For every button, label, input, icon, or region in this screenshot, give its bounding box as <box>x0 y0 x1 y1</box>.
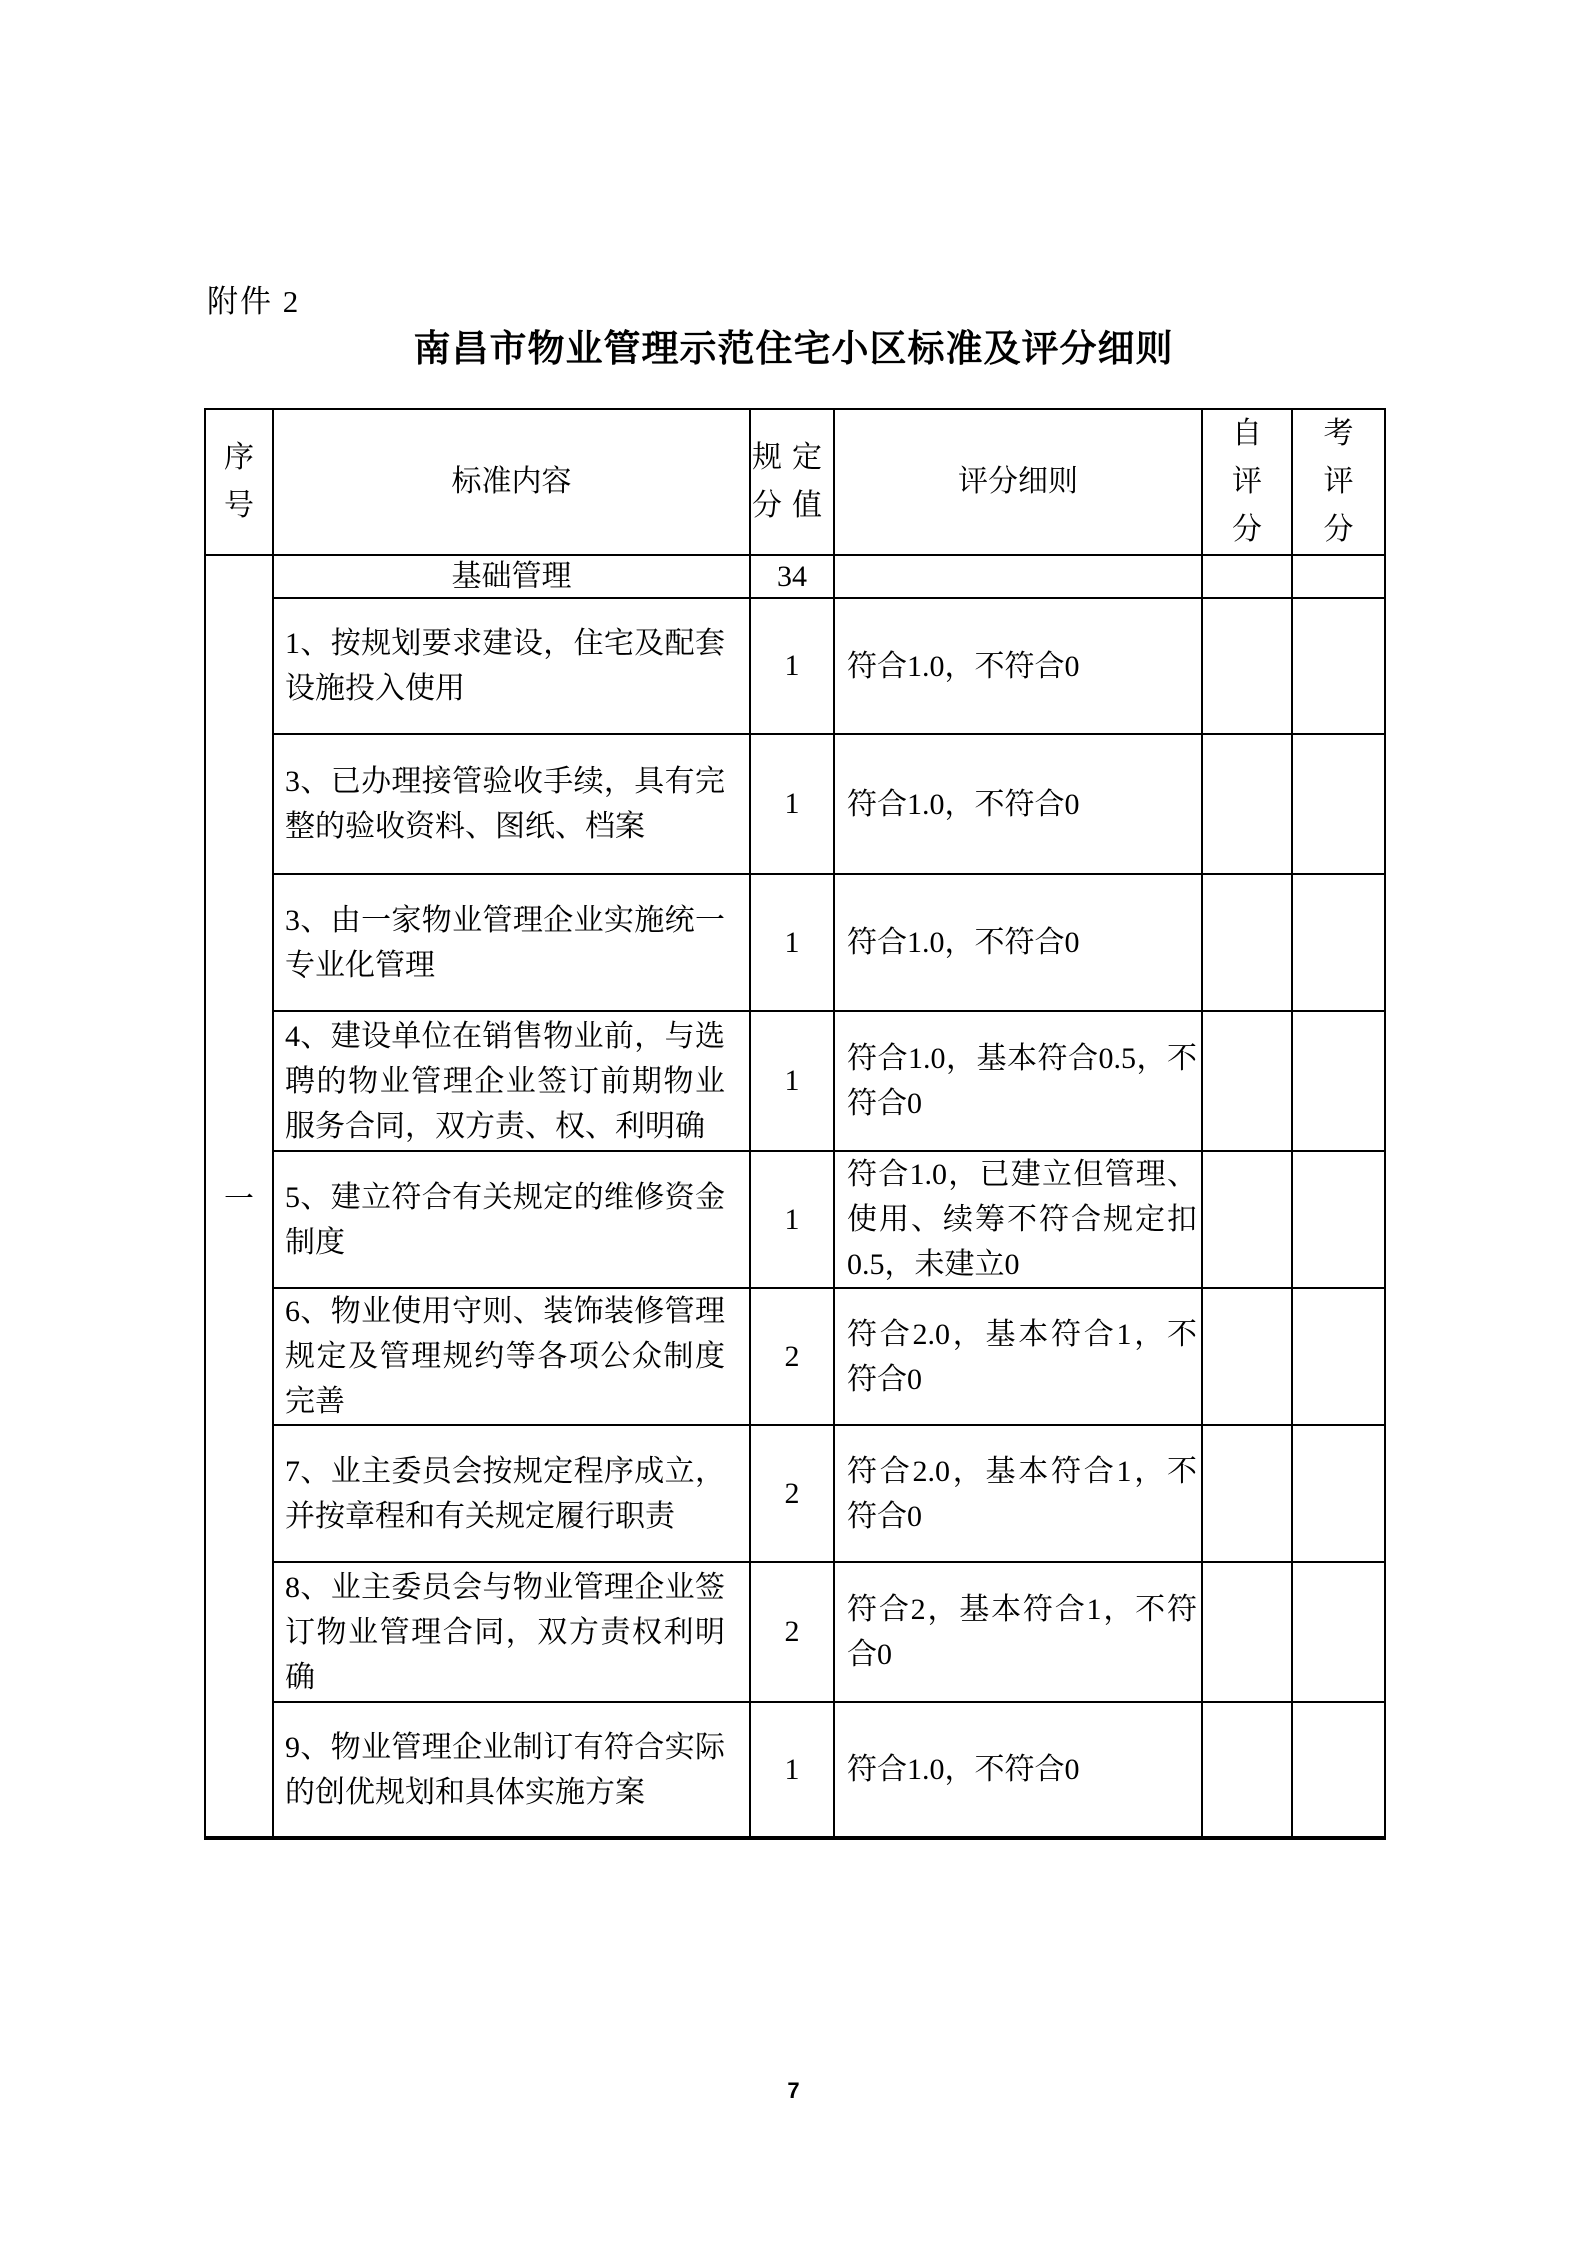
content-cell: 6、物业使用守则、装饰装修管理规定及管理规约等各项公众制度完善 <box>273 1288 750 1425</box>
section-score-cell: 34 <box>750 555 834 598</box>
self-score-cell <box>1202 874 1292 1011</box>
rule-cell: 符合1.0，基本符合0.5，不符合0 <box>834 1011 1202 1151</box>
column-header-self-score-label: 自评分 <box>1232 417 1262 546</box>
score-cell: 1 <box>750 734 834 874</box>
self-score-cell <box>1202 1562 1292 1702</box>
review-score-cell <box>1292 1011 1385 1151</box>
column-header-review-score <box>1292 409 1385 555</box>
table-row <box>205 598 1385 734</box>
column-header-content: 标准内容 <box>273 409 750 555</box>
section-rule-cell <box>834 555 1202 598</box>
table-row <box>205 1425 1385 1562</box>
section-serial-cell: 一 <box>205 555 273 1838</box>
review-score-cell <box>1292 1151 1385 1288</box>
content-cell: 4、建设单位在销售物业前，与选聘的物业管理企业签订前期物业服务合同，双方责、权、利明确 <box>273 1011 750 1151</box>
review-score-cell <box>1292 1702 1385 1838</box>
column-header-self-score <box>1202 409 1292 555</box>
content-cell: 1、按规划要求建设，住宅及配套设施投入使用 <box>273 598 750 734</box>
table-header-row <box>205 409 1385 555</box>
score-cell: 1 <box>750 1702 834 1838</box>
document-title: 南昌市物业管理示范住宅小区标准及评分细则 <box>413 328 1174 369</box>
content-cell: 8、业主委员会与物业管理企业签订物业管理合同，双方责权利明确 <box>273 1562 750 1702</box>
rule-cell: 符合2.0，基本符合1，不符合0 <box>834 1425 1202 1562</box>
self-score-cell <box>1202 1702 1292 1838</box>
content-cell: 3、已办理接管验收手续，具有完整的验收资料、图纸、档案 <box>273 734 750 874</box>
score-cell: 1 <box>750 1011 834 1151</box>
review-score-cell <box>1292 598 1385 734</box>
table-row <box>205 734 1385 874</box>
section-row <box>205 555 1385 598</box>
content-cell: 9、物业管理企业制订有符合实际的创优规划和具体实施方案 <box>273 1702 750 1838</box>
review-score-cell <box>1292 1288 1385 1425</box>
table-row <box>205 1288 1385 1425</box>
content-cell: 3、由一家物业管理企业实施统一专业化管理 <box>273 874 750 1011</box>
rule-cell: 符合1.0，不符合0 <box>834 874 1202 1011</box>
score-cell: 2 <box>750 1425 834 1562</box>
self-score-cell <box>1202 1425 1292 1562</box>
table-row <box>205 1011 1385 1151</box>
attachment-label: 附件 2 <box>207 284 301 319</box>
review-score-cell <box>1292 1425 1385 1562</box>
column-header-rules: 评分细则 <box>834 409 1202 555</box>
rule-cell: 符合1.0，不符合0 <box>834 1702 1202 1838</box>
score-cell: 1 <box>750 1151 834 1288</box>
scoring-table <box>204 408 1386 1840</box>
table-row <box>205 1702 1385 1838</box>
column-header-review-score-label: 考评分 <box>1323 417 1354 546</box>
section-review-score-cell <box>1292 555 1385 598</box>
rule-cell: 符合1.0，不符合0 <box>834 734 1202 874</box>
column-header-score <box>750 409 834 555</box>
column-header-serial <box>205 409 273 555</box>
rule-cell: 符合1.0，已建立但管理、使用、续筹不符合规定扣0.5，未建立0 <box>834 1151 1202 1288</box>
self-score-cell <box>1202 1288 1292 1425</box>
table-row <box>205 1562 1385 1702</box>
self-score-cell <box>1202 598 1292 734</box>
column-header-serial-label: 序号 <box>224 441 254 522</box>
table-row <box>205 874 1385 1011</box>
review-score-cell <box>1292 874 1385 1011</box>
review-score-cell <box>1292 1562 1385 1702</box>
score-cell: 2 <box>750 1288 834 1425</box>
column-header-score-label: 规定分值 <box>752 441 832 522</box>
section-self-score-cell <box>1202 555 1292 598</box>
score-cell: 2 <box>750 1562 834 1702</box>
rule-cell: 符合2，基本符合1，不符合0 <box>834 1562 1202 1702</box>
rule-cell: 符合2.0，基本符合1，不符合0 <box>834 1288 1202 1425</box>
content-cell: 5、建立符合有关规定的维修资金制度 <box>273 1151 750 1288</box>
page-number: 7 <box>787 2078 800 2103</box>
self-score-cell <box>1202 1011 1292 1151</box>
section-name-cell: 基础管理 <box>273 555 750 598</box>
self-score-cell <box>1202 734 1292 874</box>
review-score-cell <box>1292 734 1385 874</box>
score-cell: 1 <box>750 598 834 734</box>
score-cell: 1 <box>750 874 834 1011</box>
rule-cell: 符合1.0，不符合0 <box>834 598 1202 734</box>
table-row <box>205 1151 1385 1288</box>
self-score-cell <box>1202 1151 1292 1288</box>
content-cell: 7、业主委员会按规定程序成立，并按章程和有关规定履行职责 <box>273 1425 750 1562</box>
